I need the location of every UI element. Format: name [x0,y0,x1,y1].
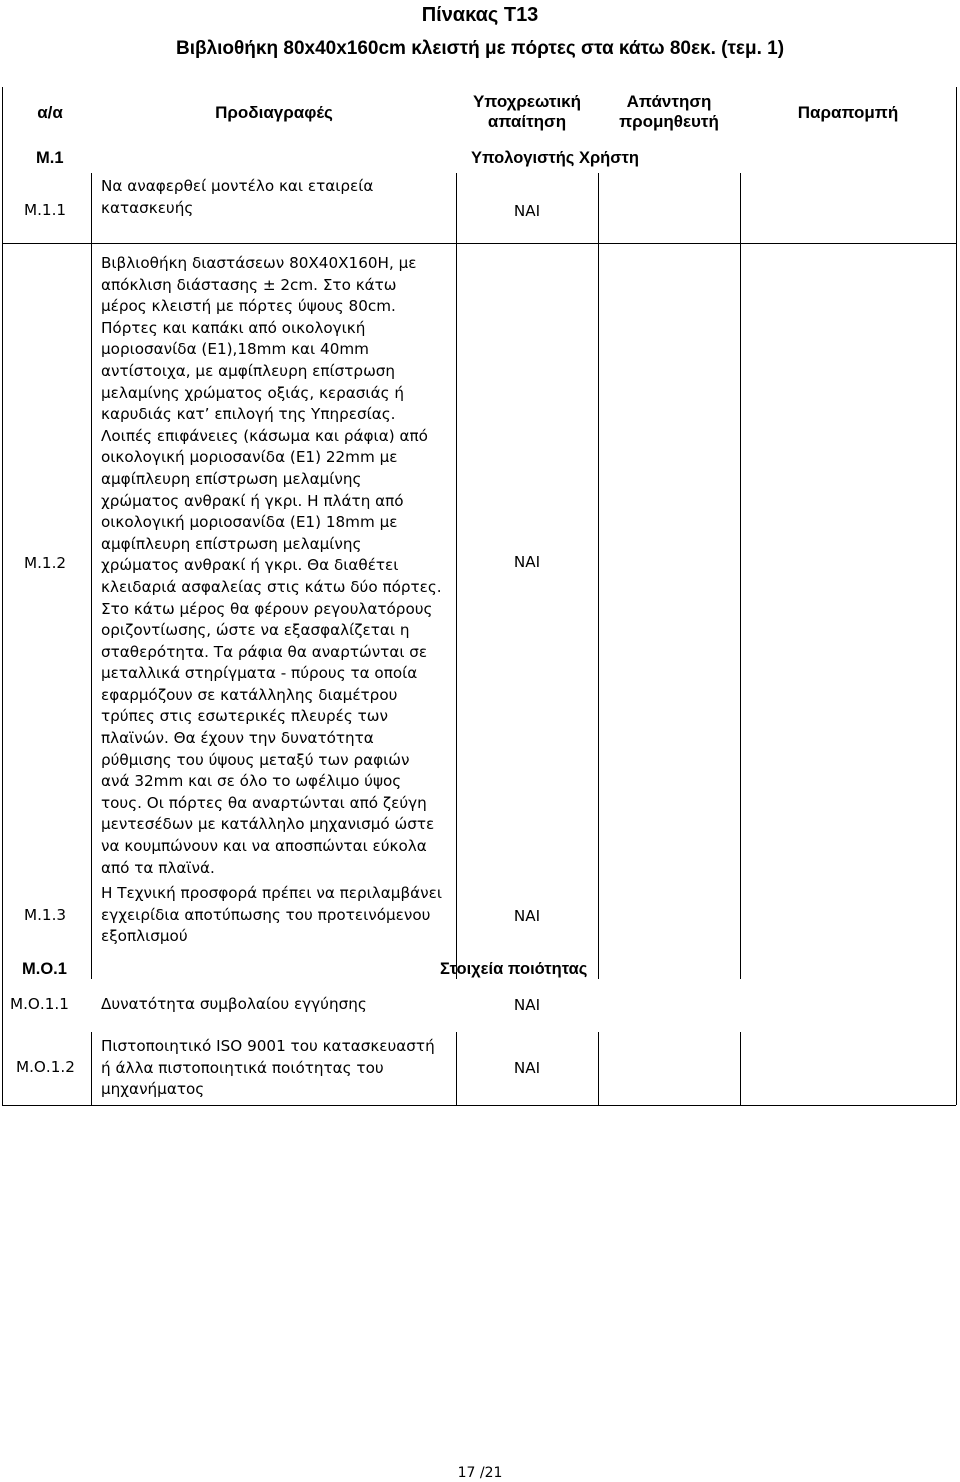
header-specs: Προδιαγραφές [215,103,333,122]
header-aa: α/α [37,103,63,122]
section-code: Μ.1 [36,149,64,167]
header-required: Υποχρεωτική απαίτηση [472,92,582,131]
spec-text-line: αμφίπλευρη επίστρωση μελαμίνης [101,469,362,488]
spec-text-line: μοριοσανίδα (Ε1),18mm και 40mm [101,340,369,359]
spec-text-line: χρώματος ανθρακί ή γκρι. Θα διαθέτει [101,556,399,575]
row-required-value: ΝΑΙ [513,996,541,1014]
spec-text-line: αμφίπλευρη επίστρωση μελαμίνης [101,534,362,553]
spec-text-line: Πόρτες και καπάκι από οικολογική [101,318,366,337]
spec-text-line: τους. Οι πόρτες θα αναρτώνται από ζεύγη [101,793,427,812]
row-required-value: ΝΑΙ [513,202,541,220]
header-answer: Απάντηση προμηθευτή [619,92,719,131]
row-spec-text: Η Τεχνική προσφορά πρέπει να περιλαμβάνει εγχειρίδια αποτύπωσης του προτεινόμενου εξοπλισμού [101,884,442,946]
spec-text-line: Λοιπές επιφάνειες (κάσωμα και ράφια) από [101,426,428,445]
row-spec-text: Δυνατότητα συμβολαίου εγγύησης [101,995,367,1013]
row-spec-text [101,253,453,879]
row-code: Μ.1.2 [24,554,67,572]
spec-text-line: κλειδαριά ασφαλείας στις κάτω δύο πόρτες. [101,577,442,596]
spec-text-line: χρώματος ανθρακί ή γκρι. Η πλάτη από [101,491,404,510]
spec-text-line: από τα πλαϊνά. [101,858,215,877]
spec-text-line: οικολογική μοριοσανίδα (Ε1) 22mm με [101,448,398,467]
spec-text-line: ρύθμισης του ύψους μεταξύ των ραφιών [101,750,410,769]
spec-text-line: πλαϊνών. Θα έχουν την δυνατότητα [101,729,374,748]
section-title: Στοιχεία ποιότητας [440,960,588,978]
spec-text-line: μέρος κλειστή με πόρτες ύψους 80cm. [101,297,396,316]
spec-text-line: ανά 32mm και σε όλο το ωφέλιμο ύψος [101,772,402,791]
row-required-value: ΝΑΙ [513,553,541,571]
spec-text-line: οικολογική μοριοσανίδα (Ε1) 18mm με [101,513,398,532]
header-reference: Παραπομπή [797,103,899,122]
spec-text-line: μεταλλικά στηρίγματα - πύρους τα οποία [101,664,418,683]
page-title: Πίνακας Τ13 [421,4,539,26]
spec-text-line: μεντεσέδων με κατάλληλο μηχανισμό ώστε [101,815,435,834]
page-number: 17 /21 [457,1465,503,1481]
row-code: Μ.Ο.1.2 [16,1058,75,1076]
row-code: Μ.1.1 [24,201,67,219]
spec-text-line: Βιβλιοθήκη διαστάσεων 80Χ40Χ160Η, με [101,254,417,272]
row-spec-text: Πιστοποιητικό ISO 9001 του κατασκευαστή ή άλλα πιστοποιητικά ποιότητας του μηχανήματος [101,1037,435,1099]
spec-text-line: οριζοντίωσης, ώστε να εξασφαλίζεται η [101,621,410,640]
spec-text-line: τρύπες στις εσωτερικές πλευρές των [101,707,388,726]
spec-text-line: καρυδιάς κατ’ επιλογή της Υπηρεσίας. [101,405,396,424]
page-subtitle: Βιβλιοθήκη 80x40x160cm κλειστή με πόρτες στα κάτω 80εκ. (τεμ. 1) [175,38,785,59]
spec-text-line: αντίστοιχα, με αμφίπλευρη επίστρωση [101,361,396,380]
spec-text-line: εφαρμόζουν σε κατάλληλης διαμέτρου [101,685,398,704]
spec-text-line: απόκλιση διάστασης ± 2cm. Στο κάτω [101,275,397,294]
row-required-value: ΝΑΙ [513,907,541,925]
section-title: Υπολογιστής Χρήστη [471,149,639,167]
row-code: Μ.1.3 [24,906,67,924]
spec-text-line: σταθερότητα. Τα ράφια θα αναρτώνται σε [101,642,428,661]
section-code: Μ.Ο.1 [22,960,67,978]
row-spec-text: Να αναφερθεί μοντέλο και εταιρεία κατασκευής [101,177,374,217]
spec-text-line: να κουμπώνουν και να αποσπώνται εύκολα [101,837,427,856]
spec-text-line: Στο κάτω μέρος θα φέρουν ρεγουλατόρους [101,599,433,618]
row-required-value: ΝΑΙ [513,1059,541,1077]
spec-text-line: μελαμίνης χρώματος οξιάς, κερασιάς ή [101,383,404,402]
row-code: Μ.Ο.1.1 [10,995,69,1013]
